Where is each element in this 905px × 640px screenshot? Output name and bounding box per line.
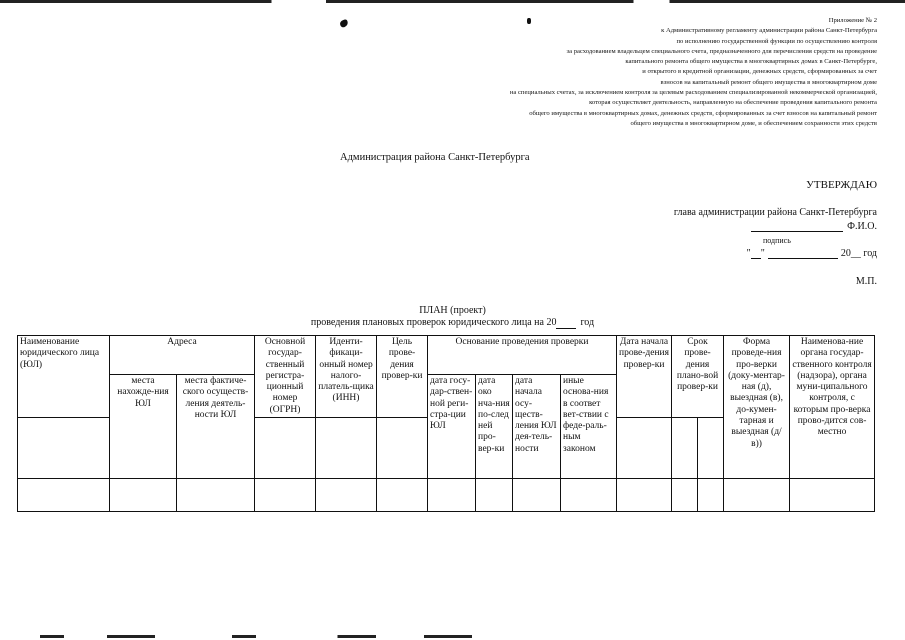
header-name-cont [18, 418, 110, 479]
header-start-date-cont [617, 418, 672, 479]
signature-label: подпись [763, 236, 791, 245]
cell [790, 479, 875, 512]
approve-heading: УТВЕРЖДАЮ [806, 179, 877, 191]
cell [110, 479, 177, 512]
appendix-line: на специальных счетах, за исключением контроля за целевым расходованием специализированной некоммерческой организацией, [509, 89, 877, 97]
date-year-prefix: 20 [840, 248, 851, 259]
plan-table [17, 335, 875, 512]
cell [255, 479, 316, 512]
appendix-line: и открытого в кредитной организации, денежных средств, сформированных за счет [642, 68, 877, 76]
month-blank [768, 248, 838, 259]
cell [561, 479, 617, 512]
appendix-line: которая осуществляет деятельность, направленную на обеспечение проведения капитального ремонта [589, 99, 877, 107]
header-addr-actual: места фактиче-ского осуществ-ления деятель-ности ЮЛ [177, 375, 255, 479]
plan-title-line1: ПЛАН (проект) [419, 305, 486, 316]
cell [476, 479, 513, 512]
cell [672, 479, 698, 512]
appendix-line: взносов на капитальный ремонт общего имущества в многоквартирном доме [660, 78, 877, 86]
cell [316, 479, 377, 512]
cell [428, 479, 476, 512]
header-purpose-cont [377, 418, 428, 479]
header-basis-reg: дата госу-дар-ствен-ной реги-стра-ции ЮЛ [428, 375, 476, 479]
table-header-row [18, 336, 875, 375]
header-basis-start: дата начала осу-ществ-ления ЮЛ дея-тель-ности [513, 375, 561, 479]
cell [377, 479, 428, 512]
cell [724, 479, 790, 512]
year-blank: __ [850, 248, 864, 259]
appendix-line: Приложение № 2 [828, 17, 877, 24]
header-basis-last: дата око нча-ния по-след ней про-вер-ки [476, 375, 513, 479]
head-post: глава администрации района Санкт-Петербурга [673, 207, 877, 218]
fio-label: Ф.И.О. [847, 221, 877, 232]
cell [617, 479, 672, 512]
header-authority: Наименова-ние органа государ-ственного контроля (надзора), органа муни-ципального контроля, с которым про-верка прово-дится сов-местно [790, 336, 875, 479]
table-row [18, 479, 875, 512]
date-quote-close: " [760, 248, 765, 259]
scan-edge-bottom [40, 635, 520, 638]
header-addr-location: места нахожде-ния ЮЛ [110, 375, 177, 479]
cell [18, 479, 110, 512]
header-inn-cont [316, 418, 377, 479]
day-blank [751, 248, 761, 259]
appendix-line: общего имущества в многоквартирном доме, и обеспечением сохранности этих средств [630, 119, 877, 127]
fio-line [751, 221, 877, 232]
date-line [747, 248, 877, 259]
header-purpose: Цель прове-дения провер-ки [377, 336, 428, 418]
seal-label: М.П. [855, 276, 877, 287]
fio-blank [751, 221, 843, 232]
year-blank [556, 319, 576, 329]
header-start-date: Дата начала прове-дения провер-ки [617, 336, 672, 418]
plan-title [0, 305, 905, 329]
date-quote-open: " [746, 248, 751, 259]
appendix-line: общего имущества в многоквартирных домах, денежных средств, сформированных за счет взносов на капитальный ремонт [529, 109, 877, 117]
plan-title-suffix: год [580, 317, 595, 328]
appendix-block [317, 16, 877, 129]
header-term-sub1 [672, 418, 698, 479]
date-year-suffix: год [863, 248, 877, 259]
cell [698, 479, 724, 512]
cell [177, 479, 255, 512]
header-form: Форма проведе-ния про-верки (доку-ментар-ная (д), выездная (в), до-кумен-тарная и выездная (д/в)) [724, 336, 790, 479]
appendix-line: за расходованием владельцем специального счета, предназначенного для перечисления средств на проведение [566, 47, 877, 55]
header-basis-other: иные основа-ния в соответ вет-ствии с феде-раль-ным законом [561, 375, 617, 479]
appendix-line: капитального ремонта общего имущества в многоквартирных домах в Санкт-Петербурге, [625, 58, 877, 66]
plan-title-line2 [0, 317, 905, 329]
header-inn: Иденти-фикаци-онный номер налого-платель-щика (ИНН) [316, 336, 377, 418]
header-term: Срок прове-дения плано-вой провер-ки [672, 336, 724, 418]
header-ogrn-cont [255, 418, 316, 479]
header-basis: Основание проведения проверки [428, 336, 617, 375]
header-ogrn: Основной государ-ственный регистра-ционный номер (ОГРН) [255, 336, 316, 418]
header-term-sub2 [698, 418, 724, 479]
scan-edge-top [0, 0, 905, 3]
cell [513, 479, 561, 512]
header-addresses: Адреса [110, 336, 255, 375]
plan-title-prefix: проведения плановых проверок юридического лица на 20 [310, 317, 557, 328]
administration-name: Администрация района Санкт-Петербурга [340, 152, 530, 163]
appendix-line: по исполнению государственной функции по осуществлению контроля [676, 37, 877, 45]
header-name: Наименование юридического лица (ЮЛ) [18, 336, 110, 418]
appendix-line: к Административному регламенту администрации района Санкт-Петербурга [661, 27, 877, 35]
